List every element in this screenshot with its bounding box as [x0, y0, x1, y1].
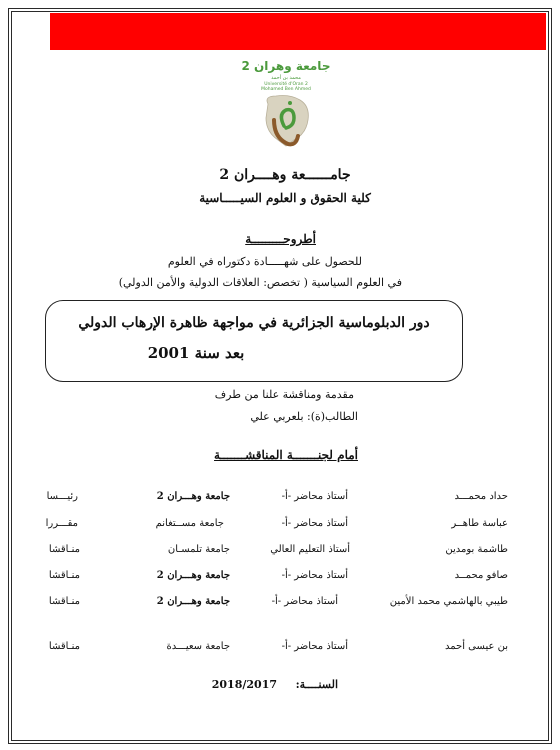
thesis-field: في العلوم السياسية ( تخصص: العلاقات الدولية والأمن الدولي): [118, 276, 402, 289]
member-rank: أستاذ محاضر -أ-: [281, 641, 348, 652]
member-name: طاشمة بومدين: [445, 544, 508, 555]
member-rank: أستاذ محاضر -أ-: [271, 596, 338, 607]
year-value: 2018/2017: [211, 678, 277, 691]
member-rank: أستاذ محاضر -أ-: [281, 570, 348, 581]
member-name: حداد محمـــد: [454, 491, 508, 502]
presented-by-label: مقدمة ومناقشة علنا من طرف: [214, 388, 354, 401]
member-rank: أستاذ محاضر -أ-: [281, 518, 348, 529]
member-institution: جامعة مســتغانم: [155, 518, 224, 529]
thesis-type-label: أطروحـــــــــة: [245, 232, 316, 246]
member-name: عباسة طاهــر: [451, 518, 508, 529]
member-role: منـاقشا: [48, 570, 80, 581]
thesis-purpose: للحصول على شهـــــادة دكتوراه في العلوم: [167, 255, 362, 268]
member-institution: جامعة سعيـــدة: [166, 641, 230, 652]
member-rank: أستاذ محاضر -أ-: [281, 491, 348, 502]
faculty-name: كلية الحقوق و العلوم السيـــــاسية: [199, 191, 371, 205]
member-role: رئيـــسا: [46, 491, 78, 502]
top-red-banner: [50, 13, 546, 50]
logo-latin-line2: Mohamed Ben Ahmed: [261, 87, 311, 92]
member-institution: جامعة وهـــران 2: [156, 491, 230, 502]
member-rank: أستاذ التعليم العالي: [270, 544, 350, 555]
logo-arabic-subname: محمد بن أحمد: [271, 75, 301, 81]
member-institution: جامعة وهـــران 2: [156, 570, 230, 581]
thesis-title-line2: بعد سنة 2001: [147, 344, 245, 362]
thesis-title-box: [45, 300, 463, 382]
logo-arabic-name: جامعة وهران 2: [241, 59, 331, 73]
member-name: بن عيسى أحمد: [445, 641, 508, 652]
member-role: منـاقشا: [48, 596, 80, 607]
university-logo: [238, 56, 334, 160]
member-name: طيبي بالهاشمي محمد الأمين: [389, 596, 508, 607]
student-name: الطالب(ة): بلعربي علي: [250, 410, 358, 423]
member-institution: جامعة تلمسـان: [167, 544, 230, 555]
year-label: السنــــة:: [295, 678, 338, 691]
university-name: جامــــــعة وهــــران 2: [219, 167, 351, 183]
member-institution: جامعة وهـــران 2: [156, 596, 230, 607]
logo-latin-line1: Université d'Oran 2: [264, 82, 308, 87]
thesis-title-line1: دور الدبلوماسية الجزائرية في مواجهة ظاهرة الإرهاب الدولي: [78, 315, 430, 331]
member-role: منـاقشا: [48, 544, 80, 555]
logo-dot: [288, 101, 292, 105]
member-name: صافو محمــد: [454, 570, 508, 581]
member-role: منـاقشا: [48, 641, 80, 652]
committee-heading: أمام لجنـــــــة المناقشـــــــة: [214, 448, 358, 462]
member-role: مقـــررا: [45, 518, 78, 529]
